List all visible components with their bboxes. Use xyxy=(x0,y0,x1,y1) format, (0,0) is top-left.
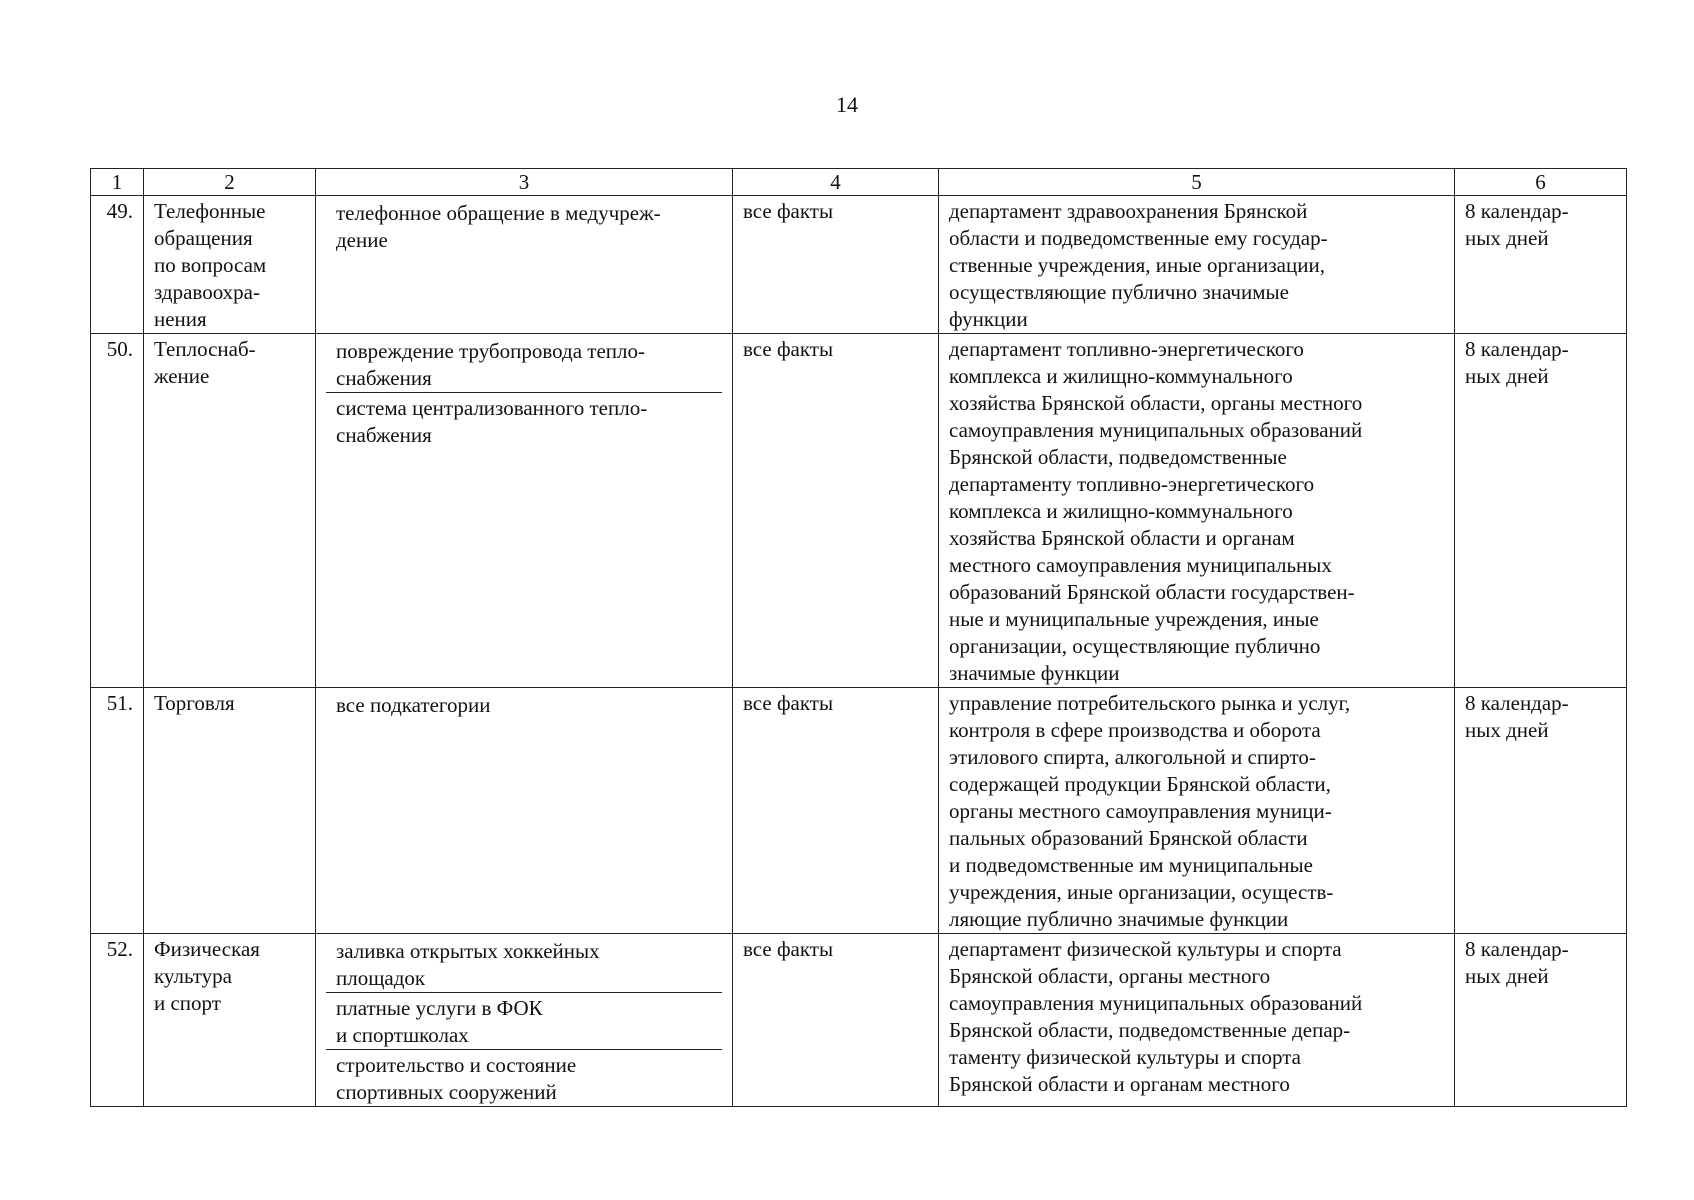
row-number: 52. xyxy=(91,934,144,1107)
responsible-line: контроля в сфере производства и оборота xyxy=(949,718,1321,742)
responsible-cell xyxy=(939,334,1455,688)
responsible-line: департамент топливно-энергетического xyxy=(949,337,1304,361)
subcategory xyxy=(326,392,722,449)
subcategory-line: и спортшколах xyxy=(336,1023,469,1047)
table-header-row xyxy=(91,169,1627,196)
term-cell xyxy=(1455,196,1627,334)
subcategory-line: система централизованного тепло- xyxy=(336,396,648,420)
responsible-line: хозяйства Брянской области, органы местного xyxy=(949,391,1363,415)
column-header: 2 xyxy=(144,169,316,196)
term-cell xyxy=(1455,334,1627,688)
responsible-line: функции xyxy=(949,307,1028,331)
responsible-line: самоуправления муниципальных образований xyxy=(949,418,1363,442)
subcategory xyxy=(326,992,722,1049)
term-cell xyxy=(1455,934,1627,1107)
topic-line: здравоохра- xyxy=(154,280,260,304)
responsible-cell xyxy=(939,688,1455,934)
responsible-line: департамент физической культуры и спорта xyxy=(949,937,1342,961)
topic-line: Телефонные xyxy=(154,199,266,223)
responsible-line: осуществляющие публично значимые xyxy=(949,280,1289,304)
table-row xyxy=(91,334,1627,688)
responsible-line: Брянской области, подведомственные xyxy=(949,445,1287,469)
table-row xyxy=(91,934,1627,1107)
term-cell xyxy=(1455,688,1627,934)
responsible-line: пальных образований Брянской области xyxy=(949,826,1308,850)
appeals-table xyxy=(90,168,1627,1107)
term-line: 8 календар- xyxy=(1465,691,1569,715)
responsible-line: департамент здравоохранения Брянской xyxy=(949,199,1308,223)
subcategory-line: заливка открытых хоккейных xyxy=(336,939,600,963)
column-header: 5 xyxy=(939,169,1455,196)
subcategory-line: платные услуги в ФОК xyxy=(336,996,543,1020)
responsible-line: Брянской области, подведомственные депар- xyxy=(949,1018,1351,1042)
subcategory-line: телефонное обращение в медучреж- xyxy=(336,201,661,225)
topic-line: жение xyxy=(154,364,210,388)
column-header: 4 xyxy=(733,169,939,196)
subcategories-cell xyxy=(316,334,733,688)
term-line: 8 календар- xyxy=(1465,337,1569,361)
table-row xyxy=(91,688,1627,934)
topic-line: нения xyxy=(154,307,207,331)
topic-line: Физическая xyxy=(154,937,260,961)
subcategories-cell xyxy=(316,934,733,1107)
subcategory-line: все подкатегории xyxy=(336,693,491,717)
subcategory-line: площадок xyxy=(336,966,426,990)
responsible-line: ные и муниципальные учреждения, иные xyxy=(949,607,1319,631)
responsible-line: области и подведомственные ему государ- xyxy=(949,226,1328,250)
responsible-line: организации, осуществляющие публично xyxy=(949,634,1321,658)
subcategory xyxy=(326,1049,722,1106)
topic-line: обращения xyxy=(154,226,253,250)
responsible-line: хозяйства Брянской области и органам xyxy=(949,526,1295,550)
topic-line: по вопросам xyxy=(154,253,267,277)
topic-line: культура xyxy=(154,964,232,988)
column-header: 1 xyxy=(91,169,144,196)
term-line: ных дней xyxy=(1465,718,1549,742)
term-line: ных дней xyxy=(1465,364,1549,388)
responsible-line: учреждения, иные организации, осуществ- xyxy=(949,880,1334,904)
subcategory xyxy=(326,336,722,392)
responsible-line: органы местного самоуправления муници- xyxy=(949,799,1332,823)
page-number: 14 xyxy=(836,92,858,117)
facts-cell: все факты xyxy=(733,196,939,334)
column-header: 6 xyxy=(1455,169,1627,196)
responsible-line: Брянской области и органам местного xyxy=(949,1072,1290,1096)
responsible-line: департаменту топливно-энергетического xyxy=(949,472,1315,496)
subcategory xyxy=(326,198,722,254)
topic-line: Торговля xyxy=(154,691,235,715)
table-row xyxy=(91,196,1627,334)
term-line: ных дней xyxy=(1465,964,1549,988)
term-line: 8 календар- xyxy=(1465,937,1569,961)
row-number: 51. xyxy=(91,688,144,934)
subcategory-line: строительство и состояние xyxy=(336,1053,577,1077)
responsible-line: ственные учреждения, иные организации, xyxy=(949,253,1325,277)
column-header: 3 xyxy=(316,169,733,196)
topic-cell xyxy=(144,688,316,934)
term-line: 8 календар- xyxy=(1465,199,1569,223)
responsible-line: местного самоуправления муниципальных xyxy=(949,553,1332,577)
subcategory-line: снабжения xyxy=(336,366,432,390)
responsible-line: этилового спирта, алкогольной и спирто- xyxy=(949,745,1316,769)
responsible-line: и подведомственные им муниципальные xyxy=(949,853,1313,877)
topic-cell xyxy=(144,334,316,688)
responsible-line: значимые функции xyxy=(949,661,1120,685)
topic-line: и спорт xyxy=(154,991,221,1015)
responsible-line: таменту физической культуры и спорта xyxy=(949,1045,1302,1069)
facts-cell: все факты xyxy=(733,934,939,1107)
topic-cell xyxy=(144,196,316,334)
subcategory-line: дение xyxy=(336,228,388,252)
subcategory xyxy=(326,690,722,719)
subcategories-cell xyxy=(316,688,733,934)
responsible-line: управление потребительского рынка и услуг, xyxy=(949,691,1351,715)
responsible-line: ляющие публично значимые функции xyxy=(949,907,1289,931)
responsible-cell xyxy=(939,934,1455,1107)
facts-cell: все факты xyxy=(733,688,939,934)
term-line: ных дней xyxy=(1465,226,1549,250)
subcategory-line: спортивных сооружений xyxy=(336,1080,557,1104)
responsible-line: образований Брянской области государствен- xyxy=(949,580,1355,604)
responsible-line: содержащей продукции Брянской области, xyxy=(949,772,1331,796)
subcategories-cell xyxy=(316,196,733,334)
subcategory-line: повреждение трубопровода тепло- xyxy=(336,339,645,363)
topic-line: Теплоснаб- xyxy=(154,337,256,361)
row-number: 49. xyxy=(91,196,144,334)
responsible-line: комплекса и жилищно-коммунального xyxy=(949,364,1293,388)
responsible-cell xyxy=(939,196,1455,334)
topic-cell xyxy=(144,934,316,1107)
facts-cell: все факты xyxy=(733,334,939,688)
subcategory-line: снабжения xyxy=(336,423,432,447)
responsible-line: Брянской области, органы местного xyxy=(949,964,1271,988)
responsible-line: самоуправления муниципальных образований xyxy=(949,991,1363,1015)
row-number: 50. xyxy=(91,334,144,688)
responsible-line: комплекса и жилищно-коммунального xyxy=(949,499,1293,523)
subcategory xyxy=(326,936,722,992)
